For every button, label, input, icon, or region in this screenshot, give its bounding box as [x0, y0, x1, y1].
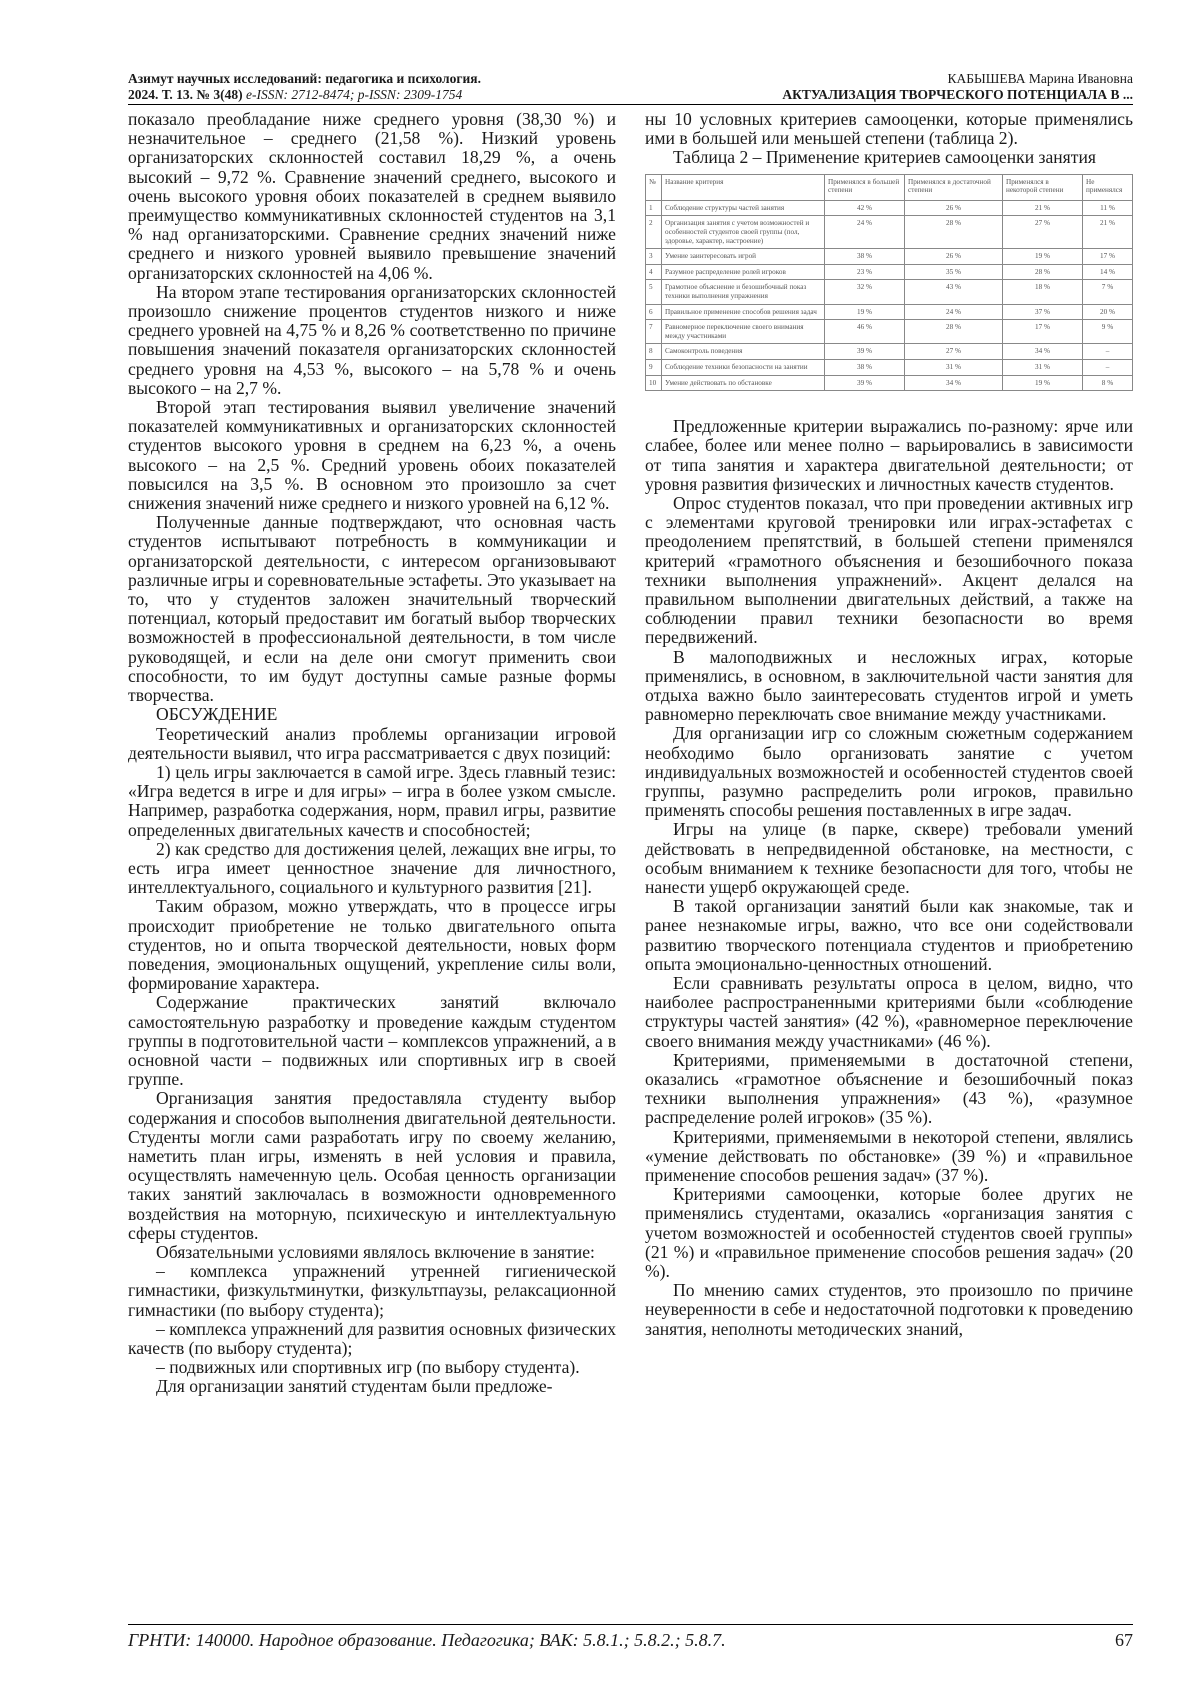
- percent-cell: 32 %: [825, 280, 905, 304]
- list-item: – комплекса упражнений для развития основных физических качеств (по выбору студента);: [128, 1318, 616, 1358]
- table-header: Применялся в большей степени: [825, 174, 905, 200]
- criterion-name: Правильное применение способов решения задач: [662, 304, 825, 320]
- table-header: Применялся в достаточной степени: [905, 174, 1003, 200]
- criterion-name: Соблюдение структуры частей занятия: [662, 200, 825, 216]
- paragraph: Критериями самооценки, которые более других не применялись студентами, оказались «организация занятия с учетом возможностей и особенностей студентов своей группы» (21 %) и «правильное применение способов решения задач» (20 %).: [645, 1184, 1133, 1282]
- table-header: Не применялся: [1083, 174, 1133, 200]
- article-title: АКТУАЛИЗАЦИЯ ТВОРЧЕСКОГО ПОТЕНЦИАЛА В ...: [782, 87, 1133, 102]
- paragraph: В малоподвижных и несложных играх, которые применялись, в основном, в заключительной части занятия для отдыха важно было заинтересовать студентов игрой и уметь равномерно переключать свое внимание между участниками.: [645, 646, 1133, 725]
- percent-cell: 34 %: [1003, 344, 1083, 360]
- percent-cell: 31 %: [905, 359, 1003, 375]
- percent-cell: 26 %: [905, 200, 1003, 216]
- paragraph: По мнению самих студентов, это произошло по причине неуверенности в себе и недостаточной подготовки к проведению занятия, неполноты методических знаний,: [645, 1280, 1133, 1339]
- paragraph: Для организации занятий студентам были предложе-: [156, 1376, 553, 1397]
- percent-cell: 7 %: [1083, 280, 1133, 304]
- percent-cell: –: [1083, 359, 1133, 375]
- percent-cell: 28 %: [1003, 264, 1083, 280]
- percent-cell: 42 %: [825, 200, 905, 216]
- table-body: [646, 200, 1133, 390]
- row-number: 8: [646, 344, 662, 360]
- row-number: 5: [646, 280, 662, 304]
- percent-cell: 27 %: [905, 344, 1003, 360]
- percent-cell: 24 %: [905, 304, 1003, 320]
- percent-cell: 19 %: [825, 304, 905, 320]
- percent-cell: 28 %: [905, 320, 1003, 344]
- paragraph: показало преобладание ниже среднего уровня (38,30 %) и незначительное – среднего (21,58 %). Низкий уровень организаторских склонностей составил 18,29 %, а очень высокий – 9,72 %. Сравнение значений среднего, высокого и очень высокого уровня обоих показателей в среднем выявило преимущество коммуникативных склонностей студентов на 3,1 % над организаторскими. Сравнение средних значений ниже среднего и низкого уровней выявило превышение значений организаторских склонностей на 4,06 %.: [128, 109, 616, 283]
- table-header: Название критерия: [662, 174, 825, 200]
- row-number: 7: [646, 320, 662, 344]
- paragraph: ны 10 условных критериев самооценки, которые применялись ими в большей или меньшей степени (таблица 2).: [645, 109, 1133, 149]
- percent-cell: –: [1083, 344, 1133, 360]
- criterion-name: Самоконтроль поведения: [662, 344, 825, 360]
- criterion-name: Соблюдение техники безопасности на занятии: [662, 359, 825, 375]
- table-row: [646, 249, 1133, 265]
- percent-cell: 21 %: [1083, 216, 1133, 249]
- paragraph: Критериями, применяемыми в некоторой степени, являлись «умение действовать по обстановке» (39 %) и «правильное применение способов решения задач» (37 %).: [645, 1126, 1133, 1186]
- percent-cell: 37 %: [1003, 304, 1083, 320]
- page-number: 67: [1115, 1630, 1133, 1650]
- journal-info: [128, 71, 481, 103]
- paragraph: Содержание практических занятий включало самостоятельную разработку и проведение каждым студентом группы в подготовительной части – комплексов упражнений, а в основной части – подвижных или спортивных игр в своей группе.: [128, 992, 616, 1090]
- table-row: [646, 344, 1133, 360]
- row-number: 6: [646, 304, 662, 320]
- percent-cell: 19 %: [1003, 249, 1083, 265]
- table-row: [646, 304, 1133, 320]
- percent-cell: 8 %: [1083, 375, 1133, 391]
- paragraph: В такой организации занятий были как знакомые, так и ранее незнакомые игры, важно, что все они содействовали развитию творческого потенциала студентов и приобретению опыта эмоционально-ценностных отношений.: [645, 896, 1133, 974]
- percent-cell: 21 %: [1003, 200, 1083, 216]
- table-row: [646, 216, 1133, 249]
- table-caption: Таблица 2 – Применение критериев самооценки занятия: [673, 147, 1096, 168]
- paragraph: Теоретический анализ проблемы организации игровой деятельности выявил, что игра рассматривается с двух позиций:: [128, 723, 616, 763]
- percent-cell: 39 %: [825, 375, 905, 391]
- percent-cell: 17 %: [1083, 249, 1133, 265]
- paragraph: Опрос студентов показал, что при проведении активных игр с элементами круговой тренировки или играх-эстафетах с преодолением препятствий, в большей степени применялся критерий «грамотного объяснения и безошибочного показа техники выполнения упражнений». Акцент делался на правильном выполнении двигательных действий, а также на соблюдении правил техники безопасности во время передвижений.: [645, 492, 1133, 648]
- percent-cell: 28 %: [905, 216, 1003, 249]
- table-row: [646, 359, 1133, 375]
- table-row: [646, 280, 1133, 304]
- list-item: – комплекса упражнений утренней гигиенической гимнастики, физкультминутки, физкультпаузы, релаксационной гимнастики (по выбору студента);: [128, 1261, 616, 1320]
- criterion-name: Грамотное объяснение и безошибочный показ техники выполнения упражнения: [662, 280, 825, 304]
- paragraph: 1) цель игры заключается в самой игре. Здесь главный тезис: «Игра ведется в игре и для игры» – игра в более узком смысле. Например, разработка содержания, норм, правил игры, развитие определенных двигательных качеств и способностей;: [128, 761, 616, 840]
- footer-rule: [128, 1624, 1133, 1625]
- table-header: Применялся в некоторой степени: [1003, 174, 1083, 200]
- classification-codes: ГРНТИ: 140000. Народное образование. Педагогика; ВАК: 5.8.1.; 5.8.2.; 5.8.7.: [128, 1630, 726, 1650]
- percent-cell: 11 %: [1083, 200, 1133, 216]
- paragraph: 2) как средство для достижения целей, лежащих вне игры, то есть игра имеет ценностное значение для личностного, интеллектуального, социального и культурного развития [21].: [128, 838, 616, 898]
- criterion-name: Организация занятия с учетом возможностей и особенностей студентов своей группы (пол, здоровье, характер, настроение): [662, 216, 825, 249]
- paragraph: Если сравнивать результаты опроса в целом, видно, что наиболее распространенными критериями были «соблюдение структуры частей занятия» (42 %), «равномерное переключение своего внимания между участниками» (46 %).: [645, 973, 1133, 1051]
- header-rule: [128, 104, 1133, 105]
- percent-cell: 17 %: [1003, 320, 1083, 344]
- journal-name: Азимут научных исследований: педагогика и психология.: [128, 71, 481, 86]
- criterion-name: Равномерное переключение своего внимания между участниками: [662, 320, 825, 344]
- row-number: 3: [646, 249, 662, 265]
- article-info: [782, 71, 1133, 103]
- percent-cell: 38 %: [825, 249, 905, 265]
- percent-cell: 39 %: [825, 344, 905, 360]
- percent-cell: 23 %: [825, 264, 905, 280]
- table-row: [646, 264, 1133, 280]
- left-column: [128, 110, 616, 1397]
- percent-cell: 34 %: [905, 375, 1003, 391]
- paragraph: Второй этап тестирования выявил увеличение значений показателей коммуникативных и организаторских склонностей студентов высокого уровня в среднем на 6,23 %, а очень высокого – на 2,5 %. Средний уровень обоих показателей повысился на 3,5 %. В основном это произошло за счет снижения значений ниже среднего и низкого уровней на 6,12 %.: [128, 397, 616, 514]
- criterion-name: Умение заинтересовать игрой: [662, 249, 825, 265]
- row-number: 9: [646, 359, 662, 375]
- paragraph: Полученные данные подтверждают, что основная часть студентов испытывают потребность в коммуникации и организаторской деятельности, с интересом организовывают различные игры и соревновательные эстафеты. Это указывает на то, что у студентов заложен значительный творческий потенциал, который предоставит им богатый выбор творческих возможностей в профессиональной деятельности, в том числе руководящей, и если на деле они смогут применить свои способности, то им будут доступны самые разные формы творчества.: [128, 512, 616, 706]
- percent-cell: 38 %: [825, 359, 905, 375]
- section-heading: ОБСУЖДЕНИЕ: [156, 704, 278, 725]
- percent-cell: 24 %: [825, 216, 905, 249]
- journal-issue: 2024. Т. 13. № 3(48) e-ISSN: 2712-8474; p-ISSN: 2309-1754: [128, 87, 463, 102]
- percent-cell: 26 %: [905, 249, 1003, 265]
- paragraph: Предложенные критерии выражались по-разному: ярче или слабее, более или менее полно – варьировались в зависимости от типа занятия и характера двигательной деятельности; от уровня развития физических и личностных качеств студентов.: [645, 416, 1133, 494]
- table-header-row: [646, 174, 1133, 200]
- row-number: 10: [646, 375, 662, 391]
- criteria-table: [645, 174, 1133, 392]
- page-footer: [128, 1629, 1133, 1651]
- percent-cell: 31 %: [1003, 359, 1083, 375]
- percent-cell: 18 %: [1003, 280, 1083, 304]
- criterion-name: Разумное распределение ролей игроков: [662, 264, 825, 280]
- paragraph: Организация занятия предоставляла студенту выбор содержания и способов выполнения двигательной деятельности. Студенты могли сами разработать игру по своему желанию, наметить план игры, изменять в ней условия и правила, осуществлять намеченную цель. Особая ценность организации таких занятий заключалась в возможности одновременного воздействия на моторную, психическую и интеллектуальную сферы студентов.: [128, 1088, 616, 1243]
- paragraph: Критериями, применяемыми в достаточной степени, оказались «грамотное объяснение и безошибочный показ техники выполнения упражнения» (43 %), «разумное распределение ролей игроков» (35 %).: [645, 1049, 1133, 1128]
- table-header: №: [646, 174, 662, 200]
- paragraph: Игры на улице (в парке, сквере) требовали умений действовать в непредвиденной обстановке, на местности, с особым вниманием к технике безопасности для того, чтобы не нанести ущерб окружающей среде.: [645, 819, 1133, 897]
- percent-cell: 20 %: [1083, 304, 1133, 320]
- criterion-name: Умение действовать по обстановке: [662, 375, 825, 391]
- percent-cell: 43 %: [905, 280, 1003, 304]
- percent-cell: 14 %: [1083, 264, 1133, 280]
- percent-cell: 19 %: [1003, 375, 1083, 391]
- table-row: [646, 375, 1133, 391]
- row-number: 4: [646, 264, 662, 280]
- percent-cell: 27 %: [1003, 216, 1083, 249]
- row-number: 2: [646, 216, 662, 249]
- percent-cell: 35 %: [905, 264, 1003, 280]
- paragraph: На втором этапе тестирования организаторских склонностей произошло снижение процентов студентов низкого и ниже среднего уровней на 4,75 % и 8,26 % соответственно по причине повышения значений показателя организаторских склонностей среднего уровня на 4,53 %, высокого – на 5,78 % и очень высокого – на 2,7 %.: [128, 281, 616, 398]
- table-row: [646, 320, 1133, 344]
- percent-cell: 46 %: [825, 320, 905, 344]
- paragraph: Таким образом, можно утверждать, что в процессе игры происходит приобретение не только двигательного опыта студентов, но и опыта творческой деятельности, новых форм поведения, эмоциональных ощущений, укрепление силы воли, формирование характера.: [128, 896, 616, 994]
- author-name: КАБЫШЕВА Марина Ивановна: [947, 71, 1133, 86]
- row-number: 1: [646, 200, 662, 216]
- percent-cell: 9 %: [1083, 320, 1133, 344]
- paragraph: Обязательными условиями являлось включение в занятие:: [156, 1241, 595, 1262]
- list-item: – подвижных или спортивных игр (по выбору студента).: [156, 1357, 580, 1378]
- table-row: [646, 200, 1133, 216]
- page-header: [128, 71, 1133, 105]
- paragraph: Для организации игр со сложным сюжетным содержанием необходимо было организовать занятие с учетом индивидуальных возможностей и особенностей студентов своей группы, разумно распределить роли игроков, правильно применять способы решения поставленных в игре задач.: [645, 723, 1133, 821]
- right-column: [645, 110, 1133, 1339]
